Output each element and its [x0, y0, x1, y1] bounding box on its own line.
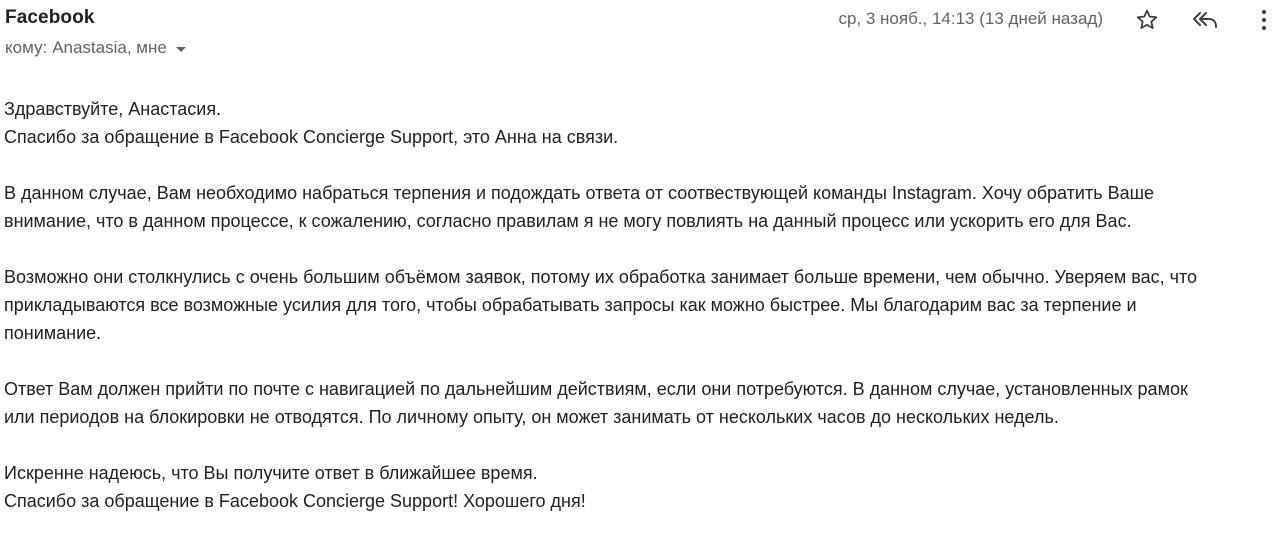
body-line: Спасибо за обращение в Facebook Concierge Support! Хорошего дня! — [4, 491, 586, 511]
body-line: Спасибо за обращение в Facebook Concierge Support, это Анна на связи. — [4, 127, 619, 147]
recipients-line[interactable] — [5, 38, 186, 58]
star-button[interactable] — [1131, 4, 1163, 36]
message-date: ср, 3 нояб., 14:13 (13 дней назад) — [838, 9, 1103, 28]
paragraph-wait — [4, 179, 1276, 235]
chevron-down-icon[interactable] — [176, 47, 186, 52]
paragraph-response — [4, 375, 1276, 431]
body-line: Здравствуйте, Анастасия. — [4, 99, 222, 119]
more-vert-icon — [1261, 9, 1267, 31]
greeting-paragraph — [4, 95, 1276, 151]
body-line: В данном случае, Вам необходимо набраться терпения и подождать ответа от соотвествующей команды Instagram. Хочу обратить Ваше — [4, 183, 1155, 203]
paragraph-volume — [4, 263, 1276, 347]
recipients-names: Anastasia, мне — [52, 38, 167, 57]
to-prefix: кому: — [5, 38, 48, 57]
body-line: прикладываются все возможные усилия для того, чтобы обрабатывать запросы как можно быстрее. Мы благодарим вас за терпение и — [4, 295, 1137, 315]
message-body — [4, 95, 1276, 543]
reply-all-icon — [1191, 8, 1219, 32]
body-line: Ответ Вам должен прийти по почте с навигацией по дальнейшим действиям, если они потребуются. В данном случае, установленных рамок — [4, 379, 1188, 399]
more-options-button[interactable] — [1248, 4, 1280, 36]
sender-name[interactable]: Facebook — [5, 7, 95, 28]
message-header — [0, 0, 1280, 64]
body-line: или периодов на блокировки не отводятся. По личному опыту, он может занимать от нескольких часов до нескольких недель. — [4, 407, 1059, 427]
body-line: внимание, что в данном процессе, к сожалению, согласно правилам я не могу повлиять на данный процесс или ускорить его для Вас. — [4, 211, 1132, 231]
body-line: Возможно они столкнулись с очень большим объёмом заявок, потому их обработка занимает больше времени, чем обычно. Уверяем вас, что — [4, 267, 1198, 287]
closing-paragraph — [4, 459, 1276, 515]
star-icon — [1135, 8, 1159, 32]
body-line: Искренне надеюсь, что Вы получите ответ в ближайшее время. — [4, 463, 538, 483]
reply-all-button[interactable] — [1189, 4, 1221, 36]
body-line: понимание. — [4, 323, 102, 343]
